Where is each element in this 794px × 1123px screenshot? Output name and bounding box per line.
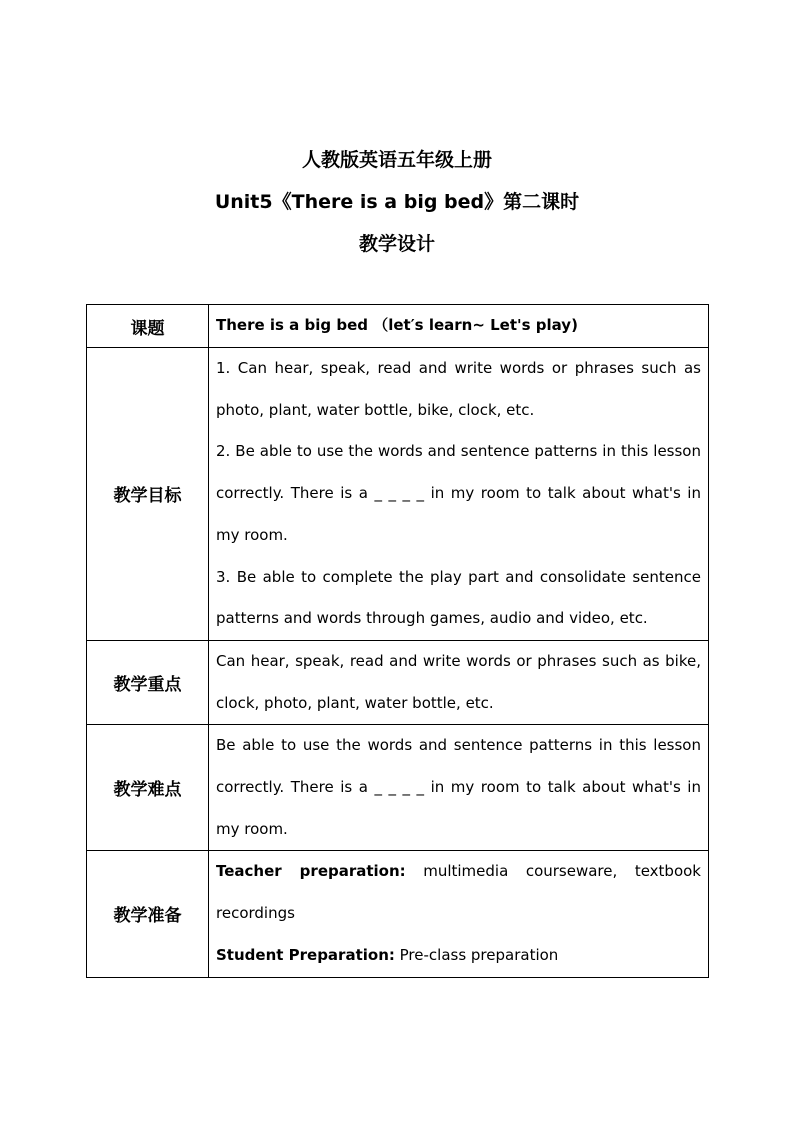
objective-item: 2. Be able to use the words and sentence patterns in this lesson correctly. There is a _ _ _ _ in my room to talk about what's in my room. [216,442,701,544]
topic-label: 课题 [87,305,209,348]
difficulties-text: Be able to use the words and sentence patterns in this lesson correctly. There is a _ _ _ _ in my room to talk about what's in my room. [209,725,709,851]
title-line-design: 教学设计 [358,233,435,255]
key-points-text: Can hear, speak, read and write words or phrases such as bike, clock, photo, plant, water bottle, etc. [209,640,709,724]
student-preparation-text: Pre-class preparation [394,945,559,964]
preparation-cell [209,851,709,977]
teacher-preparation [216,851,701,934]
table-row-key-points [87,640,709,724]
topic-value: There is a big bed （let′s learn~ Let's play) [209,305,709,348]
objective-item: 1. Can hear, speak, read and write words or phrases such as photo, plant, water bottle, bike, clock, etc. [216,359,701,419]
document-title [0,146,794,272]
key-points-label: 教学重点 [87,640,209,724]
objectives-cell [209,348,709,641]
lesson-plan-table [86,304,709,978]
objective-item: 3. Be able to complete the play part and consolidate sentence patterns and words through games, audio and video, etc. [216,567,701,628]
student-preparation [216,935,701,977]
title-line-unit: Unit5《There is a big bed》第二课时 [214,191,580,213]
difficulties-label: 教学难点 [87,725,209,851]
table-row-topic [87,305,709,348]
preparation-label: 教学准备 [87,851,209,977]
teacher-preparation-label: Teacher preparation: [216,862,406,881]
student-preparation-label: Student Preparation: [216,945,395,964]
title-line-textbook: 人教版英语五年级上册 [301,149,492,171]
table-row-objectives [87,348,709,641]
table-row-difficulties [87,725,709,851]
teacher-preparation-text: multimedia courseware, textbook recordings [216,862,701,923]
table-row-preparation [87,851,709,977]
objectives-label: 教学目标 [87,348,209,641]
